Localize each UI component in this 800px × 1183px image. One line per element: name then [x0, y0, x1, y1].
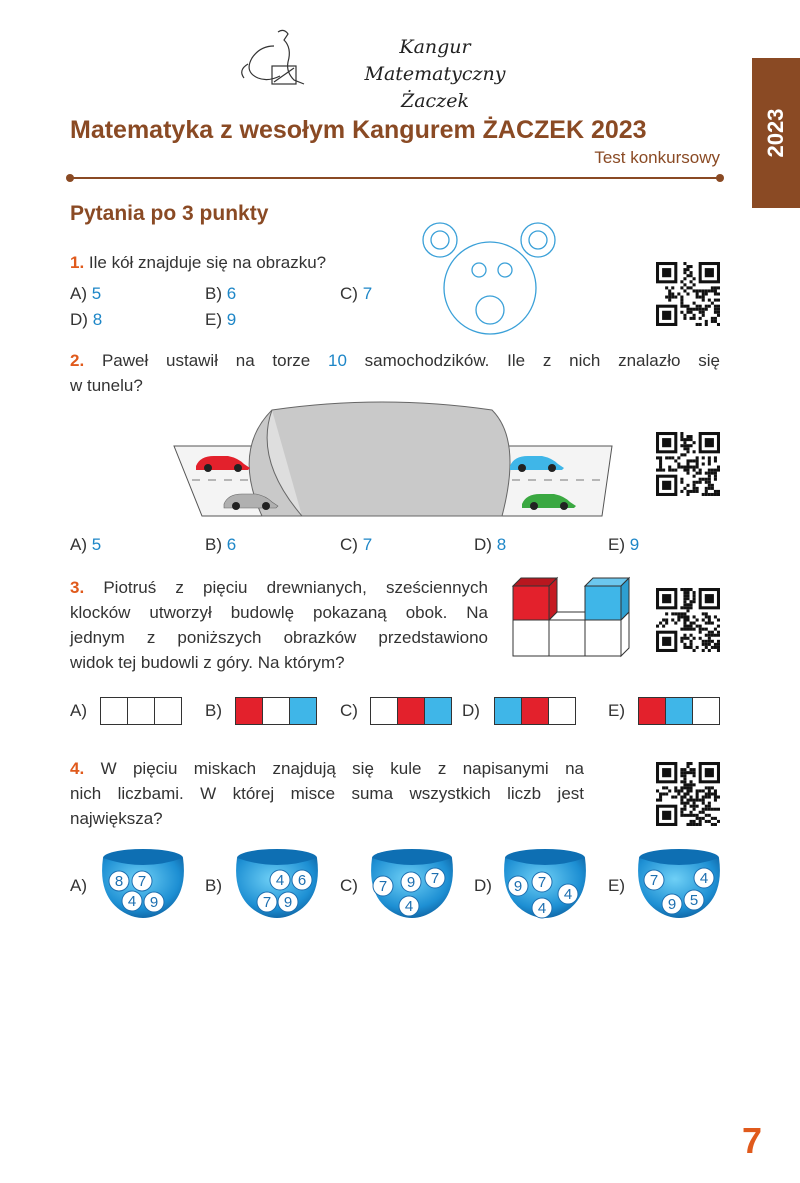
page-title: Matematyka z wesołym Kangurem ŻACZEK 2023	[70, 116, 647, 144]
q2-option-e[interactable]: E) 9	[608, 535, 640, 554]
qr-code-icon-q3[interactable]	[656, 588, 720, 652]
question-3-text: 3. Piotruś z pięciu drewnianych, sześciennych klocków utworzył budowlę pokazaną obok. Na jednym z poniższych obrazków przedstawiono widok tej budowli z góry. Na którym?	[70, 578, 488, 672]
logo-line-1: Kangur Matematyczny	[364, 36, 506, 85]
page-subtitle: Test konkursowy	[594, 148, 720, 167]
q4-a-ball-3: 4	[127, 893, 137, 910]
q4-bowl-b[interactable]	[232, 846, 322, 922]
qr-code-icon-q1[interactable]	[656, 262, 720, 326]
q1-option-b[interactable]: B) 6	[205, 284, 237, 303]
section-title: Pytania po 3 punkty	[70, 202, 269, 225]
q4-a-ball-4: 9	[149, 894, 159, 911]
q2-option-c[interactable]: C) 7	[340, 535, 373, 554]
q4-b-ball-2: 6	[297, 872, 307, 889]
q4-e-ball-2: 4	[699, 870, 709, 887]
q4-d-ball-4: 4	[537, 900, 547, 917]
q4-b-ball-1: 4	[275, 872, 285, 889]
q1-option-e[interactable]: E) 9	[205, 310, 237, 329]
question-3-number: 3.	[70, 578, 85, 597]
question-4-number: 4.	[70, 759, 85, 778]
q4-e-ball-3: 9	[667, 896, 677, 913]
car-count: 10	[327, 351, 347, 370]
question-2-text: 2. Paweł ustawił na torze 10 samochodzików. Ile z nich znalazło się	[70, 351, 720, 370]
q4-e-ball-4: 5	[689, 892, 699, 909]
q4-option-a-label[interactable]: A)	[70, 876, 87, 895]
header-divider	[70, 177, 720, 179]
page-number: 7	[741, 1120, 762, 1161]
q2-option-b[interactable]: B) 6	[205, 535, 237, 554]
q3-option-d-label[interactable]: D)	[462, 701, 480, 720]
q4-bowl-a[interactable]	[98, 846, 188, 922]
q4-e-ball-1: 7	[649, 872, 659, 889]
q4-option-e-label[interactable]: E)	[608, 876, 625, 895]
q4-b-ball-3: 7	[262, 894, 272, 911]
q3-option-a-strip[interactable]	[100, 697, 181, 725]
q4-a-ball-2: 7	[137, 873, 147, 890]
q4-d-ball-2: 7	[537, 874, 547, 891]
q1-option-a[interactable]: A) 5	[70, 284, 102, 303]
q3-option-b-strip[interactable]	[235, 697, 316, 725]
question-2-text-line-2: w tunelu?	[70, 376, 143, 395]
cube-building-figure	[510, 576, 630, 660]
q4-bowl-e[interactable]	[634, 846, 724, 922]
q1-option-d[interactable]: D) 8	[70, 310, 103, 329]
bear-face-circles-figure	[418, 218, 562, 338]
q3-option-c-strip[interactable]	[370, 697, 451, 725]
q4-c-ball-1: 7	[378, 878, 388, 895]
q4-c-ball-2: 9	[406, 874, 416, 891]
logo-line-2: Żaczek	[401, 90, 469, 112]
q4-option-b-label[interactable]: B)	[205, 876, 222, 895]
q3-option-d-strip[interactable]	[494, 697, 575, 725]
q4-c-ball-3: 7	[430, 870, 440, 887]
q2-option-a[interactable]: A) 5	[70, 535, 102, 554]
q4-option-d-label[interactable]: D)	[474, 876, 492, 895]
q4-b-ball-4: 9	[283, 894, 293, 911]
question-4-text: 4. W pięciu miskach znajdują się kule z napisanymi na nich liczbami. W której misce suma wszystkich liczb jest największa?	[70, 759, 584, 828]
year-side-tab-label: 2023	[763, 108, 788, 158]
logo-text	[330, 34, 540, 115]
q4-d-ball-1: 9	[513, 878, 523, 895]
q4-option-c-label[interactable]: C)	[340, 876, 358, 895]
q3-option-e-strip[interactable]	[638, 697, 719, 725]
tunnel-track-figure	[172, 400, 618, 520]
q4-bowl-c[interactable]	[367, 846, 457, 922]
q3-option-a-label[interactable]: A)	[70, 701, 87, 720]
kangaroo-logo-icon	[238, 26, 318, 90]
q3-option-b-label[interactable]: B)	[205, 701, 222, 720]
question-2-number: 2.	[70, 351, 85, 370]
qr-code-icon-q2[interactable]	[656, 432, 720, 496]
year-side-tab	[752, 58, 800, 208]
question-1-prompt: Ile kół znajduje się na obrazku?	[88, 253, 327, 272]
q4-c-ball-4: 4	[404, 898, 414, 915]
q3-option-c-label[interactable]: C)	[340, 701, 358, 720]
q2-option-d[interactable]: D) 8	[474, 535, 507, 554]
q3-option-e-label[interactable]: E)	[608, 701, 625, 720]
q4-bowl-d[interactable]	[500, 846, 590, 922]
q4-d-ball-3: 4	[563, 886, 573, 903]
q1-option-c[interactable]: C) 7	[340, 284, 373, 303]
qr-code-icon-q4[interactable]	[656, 762, 720, 826]
q4-a-ball-1: 8	[114, 873, 124, 890]
question-1-text	[70, 250, 326, 275]
question-1-number: 1.	[70, 253, 85, 272]
